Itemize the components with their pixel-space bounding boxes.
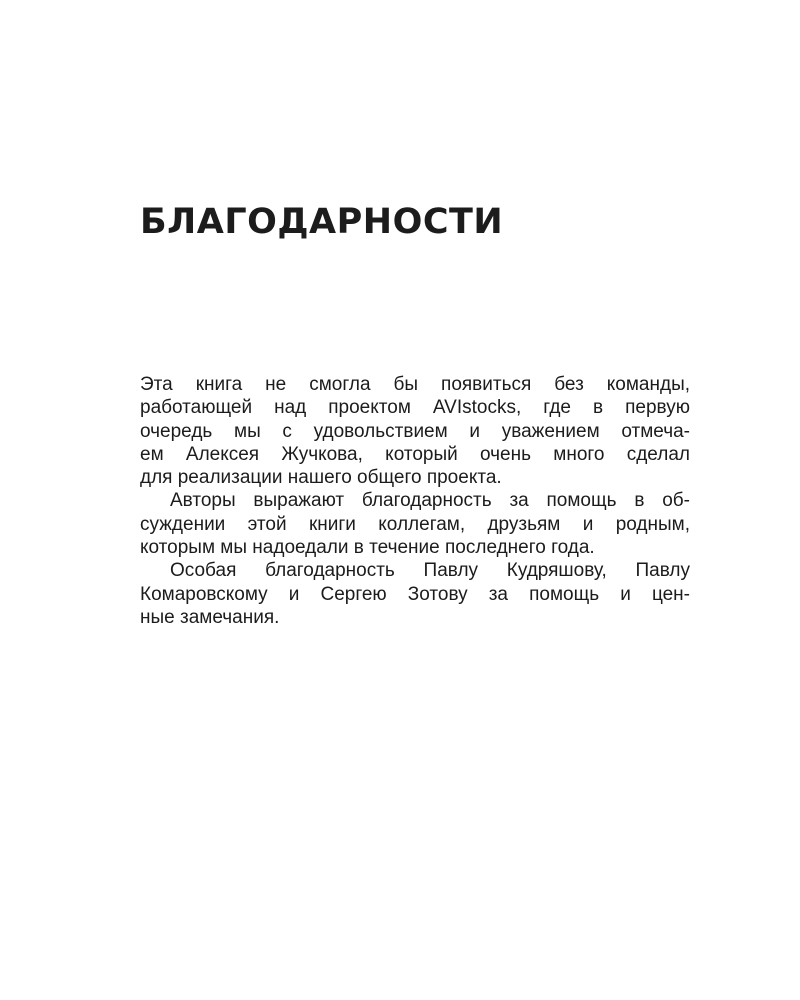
body-text [140, 373, 690, 629]
text-line: работающей над проектом AVIstocks, где в первую [140, 397, 690, 419]
text-line: Особая благодарность Павлу Кудряшову, Павлу [170, 560, 690, 582]
chapter-title: БЛАГОДАРНОСТИ [140, 202, 504, 242]
text-line: ные замечания. [140, 606, 280, 628]
text-line: ем Алексея Жучкова, который очень много сделал [140, 443, 690, 465]
paragraph-1 [140, 373, 690, 489]
text-line: Комаровскому и Сергею Зотову за помощь и цен- [140, 583, 690, 605]
text-line: Эта книга не смогла бы появиться без команды, [140, 374, 690, 395]
text-line: для реализации нашего общего проекта. [140, 467, 502, 489]
text-line: Авторы выражают благодарность за помощь в об- [170, 490, 690, 512]
text-line: суждении этой книги коллегам, друзьям и родным, [140, 513, 690, 535]
paragraph-3 [140, 559, 690, 629]
text-line: очередь мы с удовольствием и уважением отмеча- [140, 420, 690, 442]
text-line: которым мы надоедали в течение последнего года. [140, 537, 595, 559]
paragraph-2 [140, 489, 690, 559]
